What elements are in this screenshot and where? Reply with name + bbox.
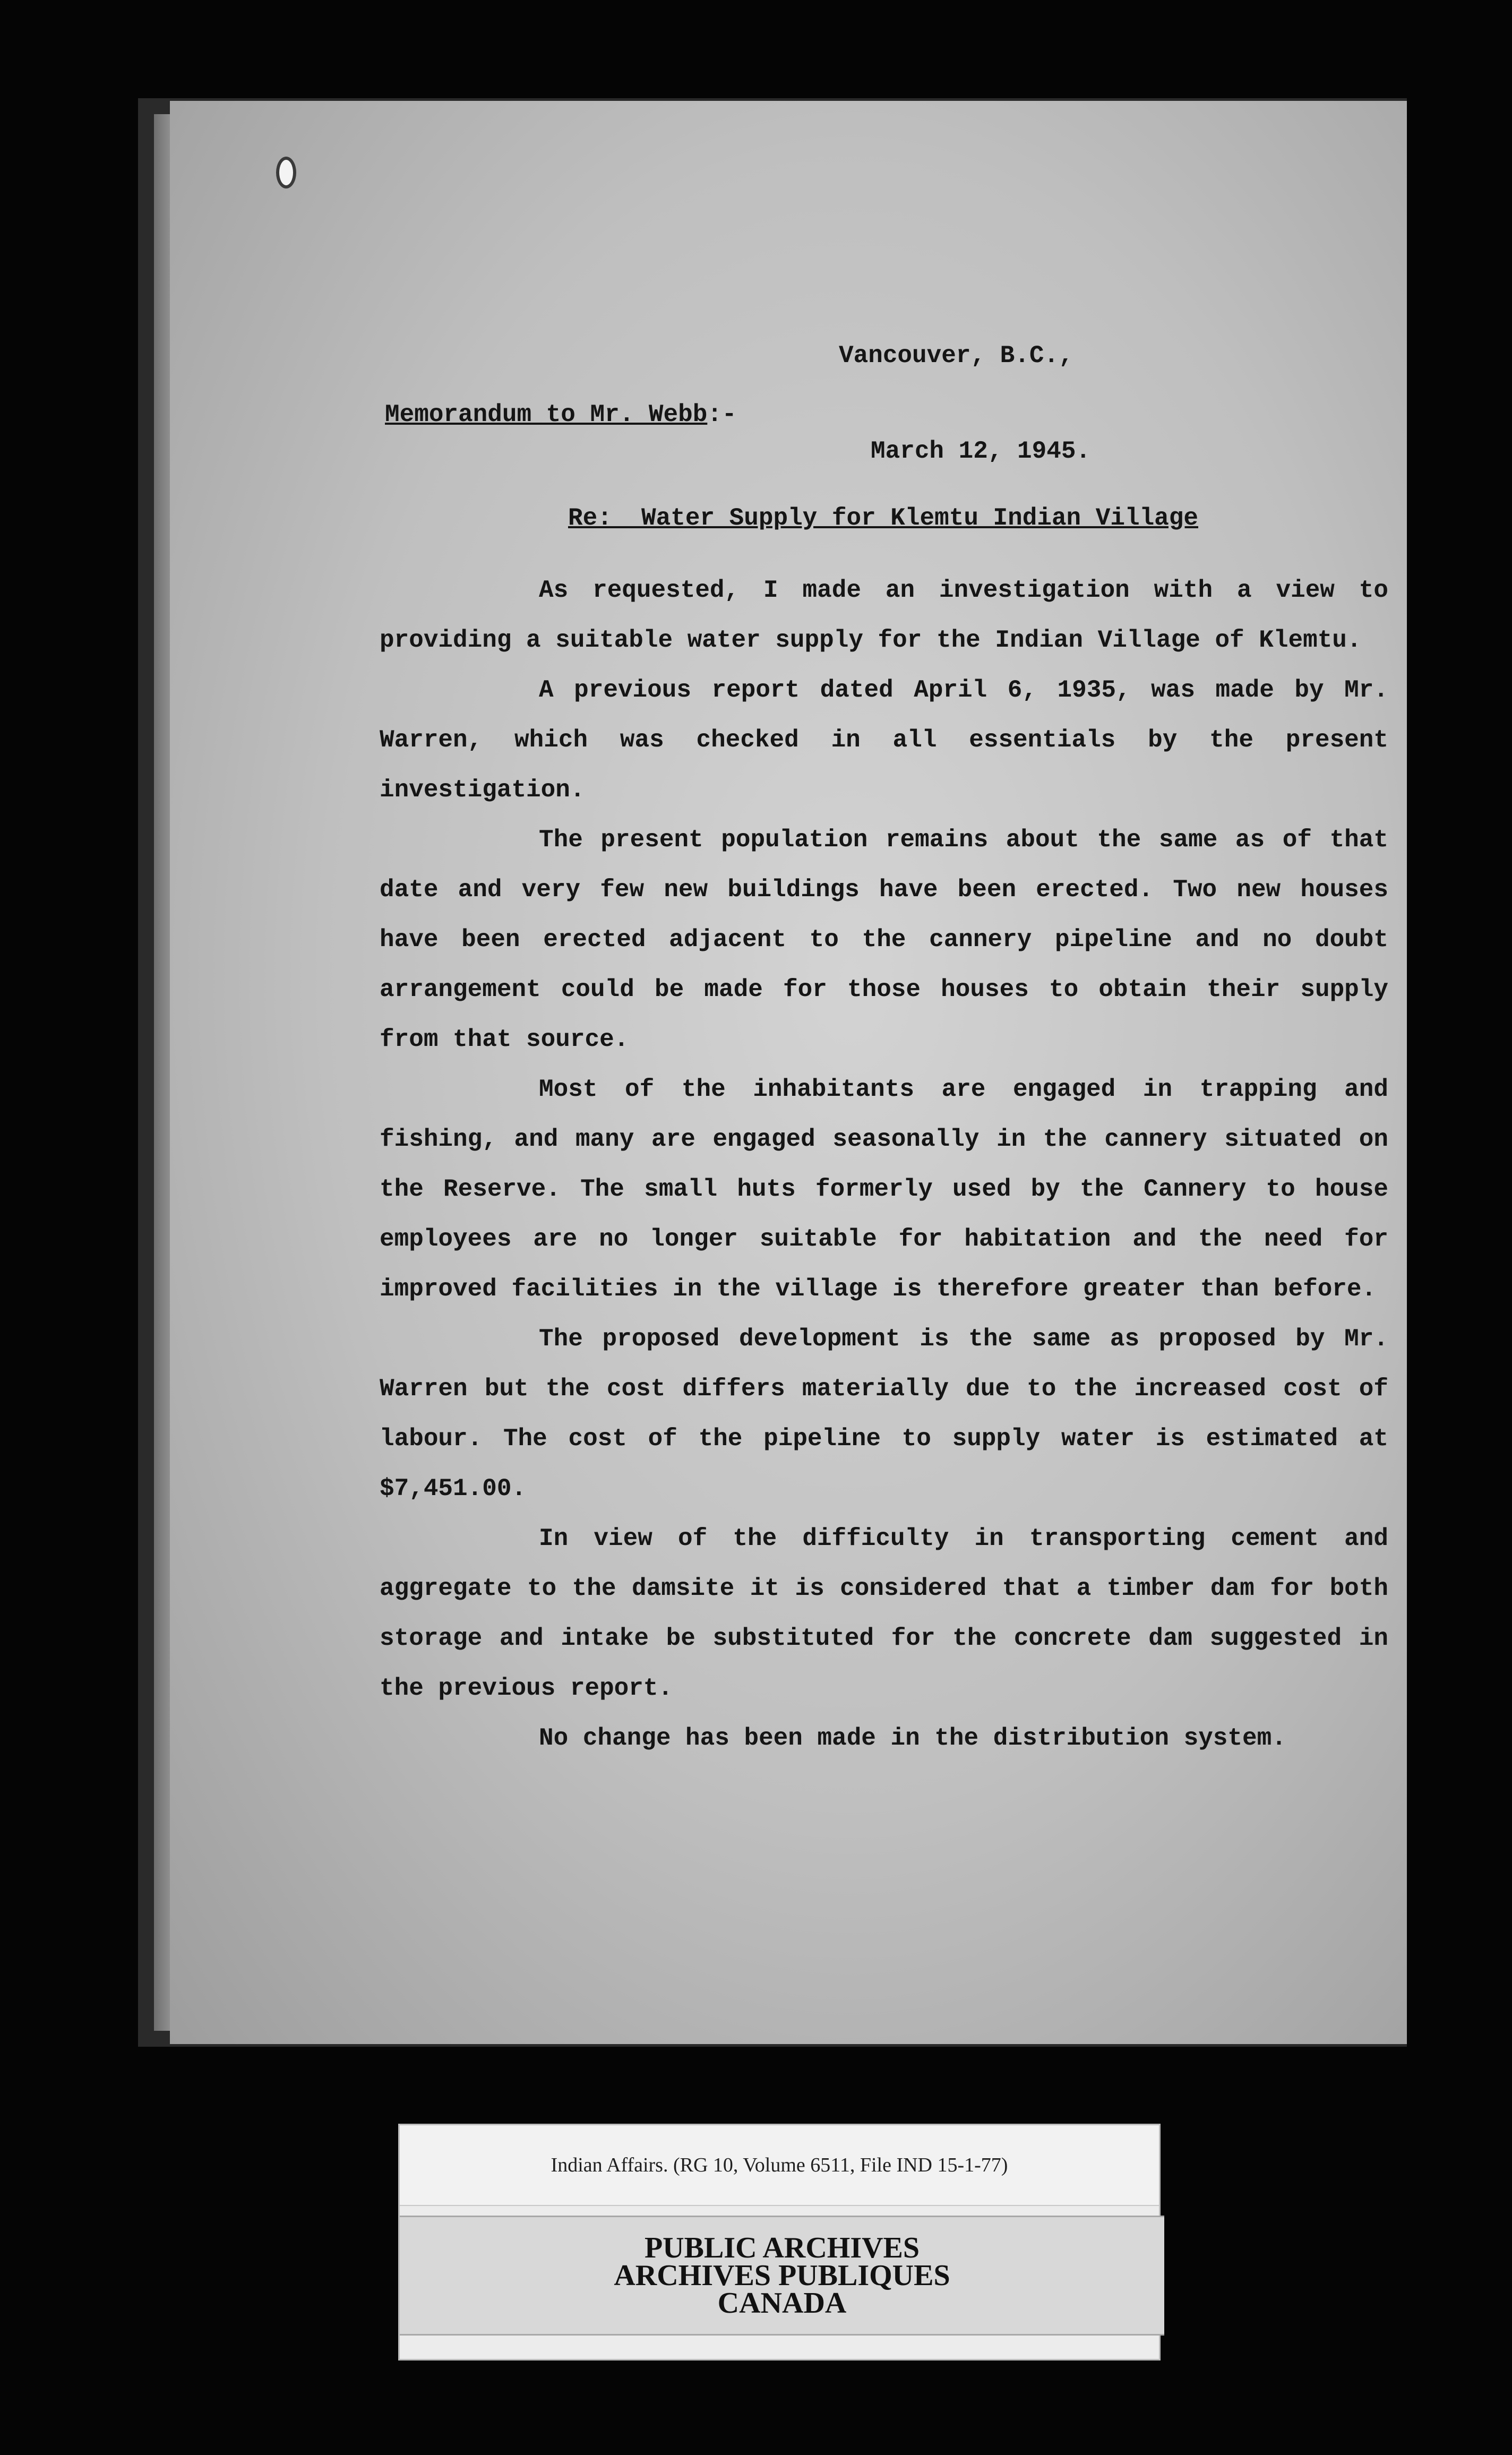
memo-paragraph: Most of the inhabitants are engaged in trapping and fishing, and many are engaged seasonally in the cannery situated on the Reserve. The small huts formerly used by the Cannery to house employees are no longer suitable for habitation and the need for improved facilities in the village is therefore greater than before. bbox=[380, 1076, 1388, 1303]
memo-paragraph: No change has been made in the distribution system. bbox=[539, 1724, 1286, 1752]
memo-paragraph: As requested, I made an investigation with a view to providing a suitable water supply for the Indian Village of Klemtu. bbox=[380, 577, 1388, 654]
memo-paragraph: In view of the difficulty in transporting cement and aggregate to the damsite it is considered that a timber dam for both storage and intake be substituted for the concrete dam suggested in the previous report. bbox=[380, 1525, 1388, 1702]
archive-stamp-line: CANADA bbox=[717, 2287, 847, 2320]
archive-stamp-line: PUBLIC ARCHIVES bbox=[644, 2231, 920, 2264]
memo-paragraph: The present population remains about the same as of that date and very few new buildings have been erected. Two new houses have been erected adjacent to the cannery pipeline and no doubt arrangement could be made for those houses to obtain their supply from that source. bbox=[380, 826, 1388, 1053]
archive-reference: Indian Affairs. (RG 10, Volume 6511, File IND 15-1-77) bbox=[400, 2125, 1159, 2206]
memo-date: March 12, 1945. bbox=[871, 437, 1091, 465]
memo-salutation-suffix: :- bbox=[707, 401, 737, 428]
memo-addressee: Memorandum to Mr. Webb bbox=[385, 401, 708, 428]
memo-body bbox=[380, 565, 1388, 1763]
memo-heading-place-date bbox=[839, 276, 1090, 531]
punch-hole-icon bbox=[276, 157, 296, 188]
memo-place: Vancouver, B.C., bbox=[839, 342, 1073, 370]
archive-stamp bbox=[400, 2216, 1164, 2336]
memo-salutation bbox=[385, 401, 737, 428]
memo-subject: Re: Water Supply for Klemtu Indian Village bbox=[568, 504, 1198, 532]
memo-paragraph: A previous report dated April 6, 1935, was made by Mr. Warren, which was checked in all essentials by the present investigation. bbox=[380, 676, 1388, 804]
archive-stamp-line: ARCHIVES PUBLIQUES bbox=[614, 2259, 950, 2292]
memo-page bbox=[170, 101, 1407, 2044]
memo-paragraph: The proposed development is the same as proposed by Mr. Warren but the cost differs materially due to the increased cost of labour. The cost of the pipeline to supply water is estimated at $7,451.00. bbox=[380, 1325, 1388, 1503]
archive-label-card bbox=[398, 2124, 1161, 2360]
